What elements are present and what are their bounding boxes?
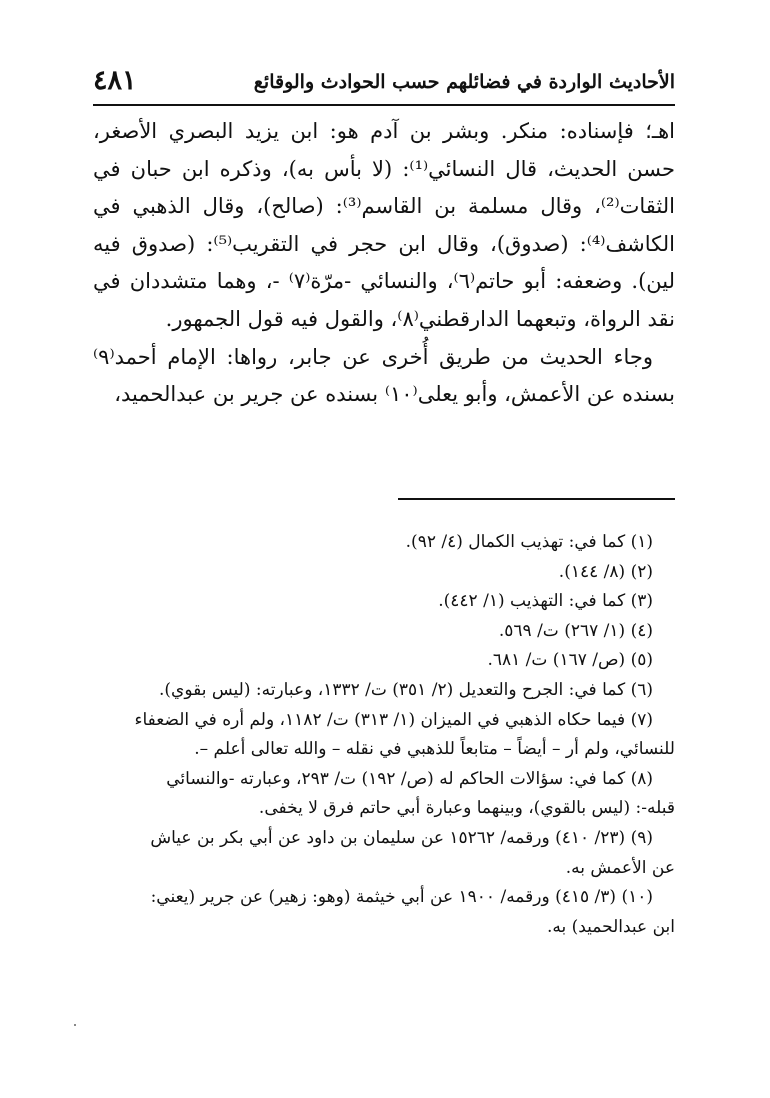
footnote xyxy=(93,617,675,647)
footnote-number: (٨) xyxy=(630,768,653,789)
footnote-continuation xyxy=(93,794,675,824)
footnote xyxy=(93,587,675,617)
page-number: ٤٨١ xyxy=(93,65,137,96)
footnote xyxy=(93,883,675,913)
footnote-text: كما في: التهذيب (١/ ٤٤٢). xyxy=(438,591,626,612)
footnote-number: (١٠) xyxy=(621,887,653,908)
footnote-divider xyxy=(398,498,675,500)
footnote-number: (٦) xyxy=(630,679,653,700)
footnote-text: كما في: تهذيب الكمال (٤/ ٩٢). xyxy=(405,532,626,552)
footnote-text: (٣/ ٤١٥) ورقمه/ ١٩٠٠ عن أبي خيثمة (وهو: زهير) عن جرير (يعني: xyxy=(150,887,617,908)
footnote-number: (٢) xyxy=(630,561,653,582)
footnote-text: عن الأعمش به. xyxy=(565,857,675,878)
footnotes xyxy=(93,528,675,942)
footnote-number: (٧) xyxy=(630,709,653,730)
main-text xyxy=(93,113,675,414)
footnote-text: (ص/ ١٦٧) ت/ ٦٨١. xyxy=(487,650,626,671)
footnote-number: (٤) xyxy=(630,620,653,641)
footnote xyxy=(93,528,675,558)
footnote xyxy=(93,765,675,795)
footnote-number: (٩) xyxy=(630,827,653,848)
main-paragraph: اهـ؛ فإسناده: منكر. وبشر بن آدم هو: ابن يزيد البصري الأصغر، حسن الحديث، قال النسائي⁽¹⁾: (لا بأس به)، وذكره ابن حبان في الثقات⁽²⁾، وقال مسلمة بن القاسم⁽³⁾: (صالح)، وقال الذهبي في الكاشف⁽⁴⁾: (صدوق)، وقال ابن حجر في التقريب⁽⁵⁾: (صدوق فيه لين). وضعفه: أبو حاتم⁽٦⁾، والنسائي -مرّة⁽٧⁾ -، وهما متشددان في نقد الرواة، وتبعهما الدارقطني⁽٨⁾، والقول فيه قول الجمهور. xyxy=(93,119,676,331)
footnote-number: (٣) xyxy=(630,591,653,612)
footnote-text: (١/ ٢٦٧) ت/ ٥٦٩. xyxy=(498,620,626,641)
footnote-continuation xyxy=(93,735,675,765)
footnote xyxy=(93,824,675,854)
main-paragraph: وجاء الحديث من طريق أُخرى عن جابر، رواها: الإمام أحمد⁽٩⁾ بسنده عن الأعمش، وأبو يعلى⁽١٠⁾ بسنده عن جرير بن عبدالحميد، xyxy=(93,344,675,407)
footnote-text: ابن عبدالحميد) به. xyxy=(546,916,675,937)
footnote xyxy=(93,676,675,706)
footnote-text: (٢٣/ ٤١٠) ورقمه/ ١٥٢٦٢ عن سليمان بن داود عن أبي بكر بن عياش xyxy=(150,827,626,848)
footnote xyxy=(93,646,675,676)
footnote-number: (١) xyxy=(630,532,653,552)
footnote-text: للنسائي، ولم أر – أيضاً – متابعاً للذهبي في نقله – والله تعالى أعلم –. xyxy=(194,739,675,760)
footnote-number: (٥) xyxy=(630,650,653,671)
header-divider xyxy=(93,104,675,106)
footnote-text: قبله-: (ليس بالقوي)، وبينهما وعبارة أبي حاتم فرق لا يخفى. xyxy=(258,798,675,819)
footnote-text: (٨/ ١٤٤). xyxy=(558,561,626,582)
running-header-title: الأحاديث الواردة في فضائلهم حسب الحوادث والوقائع xyxy=(253,71,675,93)
running-header xyxy=(93,63,675,107)
footnote-text: فيما حكاه الذهبي في الميزان (١/ ٣١٣) ت/ ١١٨٢، ولم أره في الضعفاء xyxy=(134,709,626,730)
footnote xyxy=(93,706,675,736)
footnote-continuation xyxy=(93,913,675,943)
footnote xyxy=(93,558,675,588)
scan-speck xyxy=(74,1024,76,1026)
footnote-text: كما في: سؤالات الحاكم له (ص/ ١٩٢) ت/ ٢٩٣، وعبارته -والنسائي xyxy=(166,768,626,789)
footnote-continuation xyxy=(93,854,675,884)
footnote-text: كما في: الجرح والتعديل (٢/ ٣٥١) ت/ ١٣٣٢، وعبارته: (ليس بقوي). xyxy=(158,679,626,700)
